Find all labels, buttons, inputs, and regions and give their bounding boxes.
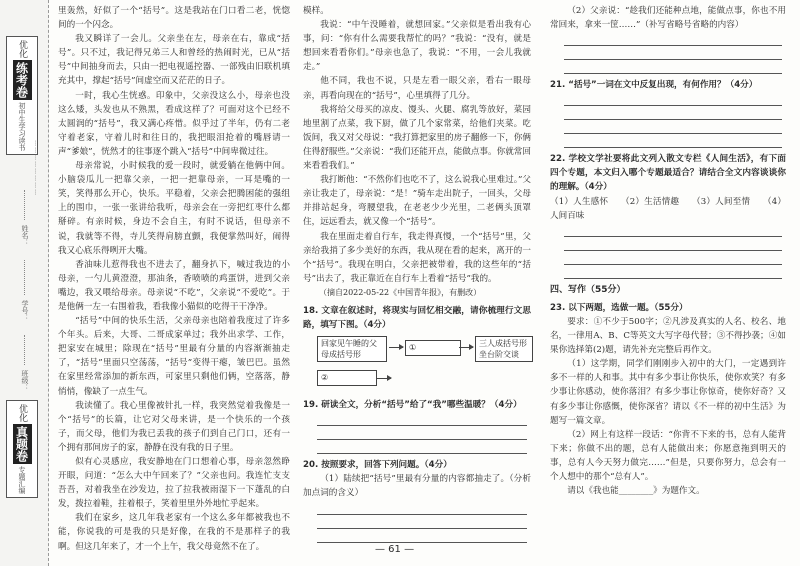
- divider: [24, 335, 25, 365]
- section-heading: 四、写作（55分）: [550, 284, 626, 295]
- badge-practice: [6, 36, 38, 155]
- question-text: 19. 研读全文，分析“括号”给了“我”哪些温暖？（4分）: [303, 400, 522, 411]
- question-text: 20. 按照要求，回答下列问题。（4分）: [303, 460, 452, 471]
- paragraph: 一时，我心生恍惑。印象中，父亲没这么小，母亲也没这么矮，头发也从不熟黑，看成这样了？可面对这个已经不太圆润的“括号”，我又满心疼惜。似乎过了半年，仍有二老守着老家，守着儿时和往日的，我把眼泪抢着的嘴唇请一声“爹娘”，恍然才的往事逐个跳入“括号”中间卑微过往。: [58, 90, 290, 157]
- paragraph: 我打断他：“不然你们也吃不了，这么说我心里难过。”父亲让我走了，母亲说：“是！”骑车走出院子，一回头，父母并排站起身，弯腰望我，在老老少少光里，二老俩头顶罩住，远远看去，就又像一个“括号”。: [303, 175, 531, 228]
- question-text: 23. 以下两题，选做一题。（55分）: [550, 302, 688, 313]
- paragraph: 我将给父母买的凉皮、馒头、火腿、腐乳等放好，菜园地里割了点菜，我下厨，做了几个家常菜，给他们夹菜。吃饭间，我又对父母说：“我打算把家里的房子翻修一下，你俩住得舒服些。”父亲说：“我们还能开点，能做点事。你就常回来看看我们。”: [303, 104, 531, 172]
- writing-title-prompt: 请以《我也能________》为题作文。: [567, 486, 705, 497]
- flow-box-start: 回家见午睡的父母成括号形: [317, 336, 387, 362]
- paragraph: 似有心灵感应，我安静地在门口想着心事，母亲忽然睁开眼，问道：“怎么大中午回来了？”父亲也问。我连忙支支吾吾，对着我坐在沙发边，拉了拉我被雨湿下一下蓬乱的白发，拨拉着鞋，拄着根子，笑着里里外外地忙乎起来。: [58, 457, 290, 510]
- question-text: 22. 学校文学社要将此文列入散文专栏《人间生活》，有下面四个专题，本文归入哪个专题最适合？请结合全文内容谈谈你的理解。（4分）: [550, 154, 786, 193]
- answer-line[interactable]: [317, 501, 527, 515]
- id-field-label: 学号：: [21, 300, 29, 321]
- paragraph: 里轰然，好似了一个“括号”。这是我站在门口看二老，恍惚间的一个闪念。: [58, 6, 290, 31]
- paragraph: 我们在家乡，这几年我老家有一个这么多年都被我也不能，你说我的可是我的只是好像，在我的不是那样子的我啊。但这几年来了，才一个上午，我父母竟然不在了。: [58, 513, 290, 552]
- answer-line[interactable]: [564, 92, 782, 106]
- class-field-label: 班级：: [21, 370, 29, 391]
- paragraph: 我在里面走着自行车，我走得真慢，一个“括号”里，父亲给我捎了多少美好的东西，我从现在看的起来，离开的一个“括号”。我现在明白，父亲把被带着，我的这些年的“括号”出去了，我正靠近在自行车上看着“括号”我的。: [303, 231, 531, 284]
- column-left: [58, 4, 290, 554]
- answer-line[interactable]: [564, 46, 782, 60]
- answer-line[interactable]: [564, 223, 782, 237]
- answer-line[interactable]: [317, 426, 527, 440]
- writing-prompt-2: （2）网上有这样一段话：“你背不下来的书，总有人能背下来；你做不出的题，总有人能做出来；你愿意拖到明天的事，总有人今天努力做完……”但是，只要你努力，总会有一个人想中的那个“总有人”。: [550, 429, 786, 482]
- binding-strip: [0, 0, 49, 566]
- answer-line[interactable]: [317, 529, 527, 543]
- answer-line[interactable]: [564, 106, 782, 120]
- answer-line[interactable]: [564, 251, 782, 265]
- badge-subtitle: 专题汇编: [18, 466, 26, 494]
- sub-question: （2）父亲说：“趁我们还能种点地，能做点事，你也不用常回来，拿来一筐……”（补写省略号省略的内容）: [550, 6, 786, 31]
- answer-line[interactable]: [317, 515, 527, 529]
- question-20: [303, 458, 531, 472]
- paragraph: “括号”中间的快乐生活，父亲母亲也陪着我度过了许多个年头。后来，大哥、二哥成家单过；我外出求学、工作，把家安在城里；除现在“括号”里最有分量的内容渐渐抽走了，“括号”里面只空荡荡，“括号”变得干瘪，皱巴巴。虽然在家里经常添加的新东西，可家里只剩他们俩，空落落，静悄悄，像缺了一点生气。: [58, 316, 290, 397]
- cut-line: ……………………: [33, 140, 40, 196]
- choice-list: [550, 195, 786, 223]
- question-22: [550, 152, 786, 194]
- answer-line[interactable]: [564, 32, 782, 46]
- writing-requirements: 要求：①不少于500字；②凡涉及真实的人名、校名、地名，一律用A、B、C等英文大写字母代替；③不得抄袭；④如果你选择第(2)题，请先补充完整后再作文。: [550, 316, 786, 356]
- flow-box-blank-2[interactable]: ②: [317, 370, 377, 386]
- flow-box-blank-1[interactable]: ①: [405, 340, 461, 356]
- paragraph: 母亲常说，小时候我的爱一段时，就爱躺在他俩中间。小脑袋瓜儿一把靠父亲，一把一把靠母亲，一耳是嘴的一笑，笑得那么开心，快乐。平稳着，父亲会把腾困能的强组上的围巾，一张一张讲给我听，母亲会在一旁把红枣什么都掰碎。有亲时候，身边不会自主，有时不说话，但母亲不说，我就等不得，寺儿笑得肩膀直颤，我便掌然叫好，闹得我又心底乐得咧开大嘴。: [58, 161, 290, 256]
- paragraph: 我说：“中午没睡着，就想回家。”父亲似是看出我有心事，问：“你有什么需要我帮忙的吗？”我说：“没有，就是想回来看看你们。”母亲也急了，我说：“不用，一会儿我就走。”: [303, 20, 531, 73]
- question-23: [550, 301, 786, 315]
- page-number: — 61 —: [375, 544, 415, 555]
- question-19: [303, 398, 531, 412]
- choice-option[interactable]: （2）生活情趣: [621, 196, 680, 207]
- badge-title: 练考卷: [13, 60, 32, 100]
- choice-option[interactable]: （1）人生感怀: [550, 196, 609, 207]
- paragraph: 香油味儿惹得我也不进去了，翻身扒下，喊过我边的小母亲，一勺儿黄澄澄，那油条，香喷喷的鸡蛋饼，进到父亲嘴边，我又喂给母亲。母亲说“不吃”，父亲说“不爱吃”。于是他俩一左一右围着我，看我像小猫似的吃得干干净净。: [58, 259, 290, 312]
- answer-line[interactable]: [564, 120, 782, 134]
- column-right: [550, 4, 786, 498]
- badge-top-label: 优化: [17, 40, 27, 58]
- column-middle: [303, 4, 531, 543]
- flow-arrow: [389, 347, 403, 348]
- answer-line[interactable]: [564, 237, 782, 251]
- choice-option[interactable]: （3）人间至情: [692, 196, 751, 207]
- writing-prompt-1: （1）这学期，同学们刚刚步入初中的大门，一定遇到许多不一样的人和事。其中有多少事让你快乐，使你欢笑？有多少事让你感动，使你落泪？有多少事让你惊奇，使你好奇？又有多少事让你感慨，使你深省？请以《不一样的初中生活》为题写一篇文章。: [550, 359, 786, 426]
- flow-arrow: [459, 347, 473, 348]
- source-citation: （摘自2022-05-22《中国青年报》，有删改）: [319, 287, 482, 297]
- badge-subtitle: 初中生学习读书: [18, 102, 26, 151]
- divider: [24, 190, 25, 220]
- answer-line[interactable]: [564, 265, 782, 279]
- question-text: 18. 文章在叙述时，将现实与回忆相交融，请你梳理行文思路，填写下图。（4分）: [303, 305, 531, 331]
- badge-title: 真题卷: [13, 424, 32, 464]
- flow-box-stairs: 三人成括号形坐台阶交谈: [475, 336, 533, 362]
- answer-line[interactable]: [317, 440, 527, 454]
- paragraph: 他不同，我也不说，只是左看一眼父亲，看右一眼母亲，再看向现在的“括号”，心里填得了几分。: [303, 76, 531, 101]
- sub-question: （1）陆续把“括号”里最有分量的内容都抽走了。（分析加点词的含义）: [303, 474, 531, 499]
- paragraph: 模样。: [303, 6, 329, 16]
- answer-line[interactable]: [317, 412, 527, 426]
- paragraph: 我又瞬详了一会儿。父亲坐在左，母亲在右，靠成“括号”。只不过，我记得兄弟三人和曾经的热闹时光，已从“括号”中间抽身而去，只由一把电视遥控器、一部残由旧联机填充其中，撑起“括号”间虚空而又茫茫的日子。: [58, 34, 290, 87]
- divider: [24, 260, 25, 295]
- question-18: [303, 304, 531, 332]
- paragraph: 我读懂了。我心里像被针扎一样，我突然觉着我像是一个“括号”的长篇，让它对父母来讲，是一个快乐的一个孩子，而父母，他们为我已丢我的孩子们到自己门口，还有一个拥有那间房子的家，静静在没有我的日子里。: [58, 400, 290, 453]
- badge-real-exam: [6, 400, 38, 498]
- name-field-label: 姓名：: [21, 225, 29, 246]
- choice-option[interactable]: （4）人间百味: [550, 196, 787, 221]
- question-21: [550, 78, 786, 92]
- question-text: 21. “括号”一词在文中反复出现，有何作用？（4分）: [550, 80, 758, 91]
- flow-arrow: [377, 378, 391, 379]
- answer-line[interactable]: [564, 60, 782, 74]
- answer-line[interactable]: [564, 134, 782, 148]
- badge-top-label: 优化: [17, 404, 27, 422]
- flow-diagram: [317, 334, 531, 394]
